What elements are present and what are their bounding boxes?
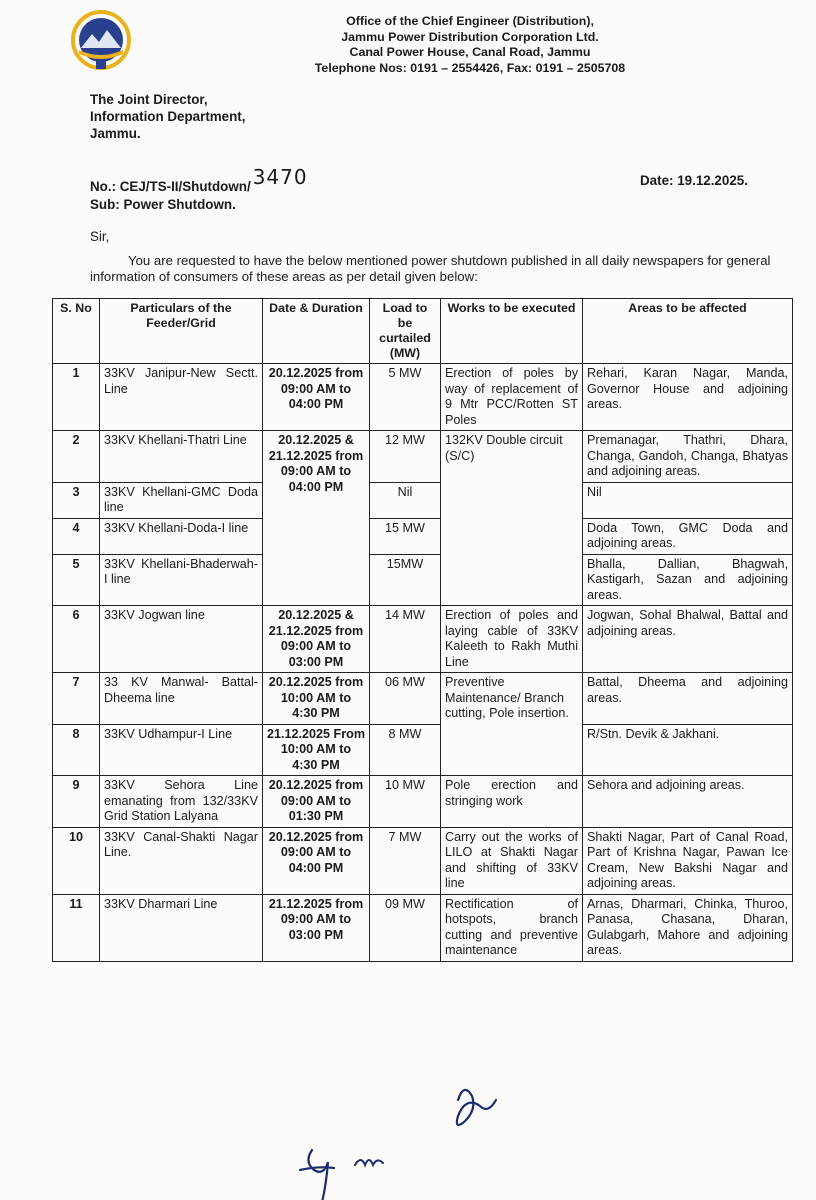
table-row	[53, 606, 793, 673]
table-row	[53, 431, 793, 483]
subject-line: Sub: Power Shutdown.	[90, 197, 236, 212]
table-row	[53, 894, 793, 961]
areas-cell: Shakti Nagar, Part of Canal Road, Part of Krishna Nagar, Pawan Ice Cream, New Bakshi Nagar and adjoining areas.	[583, 827, 793, 894]
areas-cell: Jogwan, Sohal Bhalwal, Battal and adjoining areas.	[583, 606, 793, 673]
sno-cell: 2	[53, 431, 100, 483]
load-cell: 7 MW	[370, 827, 441, 894]
office-line: Canal Power House, Canal Road, Jammu	[349, 45, 591, 59]
sno-cell: 3	[53, 482, 100, 518]
sno-cell: 10	[53, 827, 100, 894]
table-row	[53, 724, 793, 776]
load-cell: 5 MW	[370, 364, 441, 431]
signature-mark	[457, 1090, 496, 1125]
date-cell: 20.12.2025 & 21.12.2025 from 09:00 AM to 03:00 PM	[263, 606, 370, 673]
areas-cell: R/Stn. Devik & Jakhani.	[583, 724, 793, 776]
addressee-line: Jammu.	[90, 126, 141, 141]
feeder-cell: 33KV Khellani-Doda-I line	[100, 518, 263, 554]
shutdown-table	[52, 298, 793, 962]
body-paragraph: You are requested to have the below mentioned power shutdown published in all daily newspapers for general information of consumers of these areas as per detail given below:	[90, 253, 771, 284]
office-line: Telephone Nos: 0191 – 2554426, Fax: 0191 – 2505708	[314, 60, 626, 75]
feeder-cell: 33KV Dharmari Line	[100, 894, 263, 961]
areas-cell: Rehari, Karan Nagar, Manda, Governor House and adjoining areas.	[583, 364, 793, 431]
works-cell-merged: Preventive Maintenance/ Branch cutting, Pole insertion.	[441, 673, 583, 776]
office-line: Office of the Chief Engineer (Distribution),	[346, 14, 594, 28]
office-header	[300, 14, 640, 76]
works-cell-merged: 132KV Double circuit (S/C)	[441, 431, 583, 606]
works-cell: Pole erection and stringing work	[441, 776, 583, 828]
date-cell: 21.12.2025 from 09:00 AM to 03:00 PM	[263, 894, 370, 961]
areas-cell: Arnas, Dharmari, Chinka, Thuroo, Panasa, Chasana, Dharan, Gulabgarh, Mahore and adjoining areas.	[583, 894, 793, 961]
header-sno: S. No	[53, 299, 100, 364]
date-cell: 20.12.2025 from 09:00 AM to 04:00 PM	[263, 827, 370, 894]
sno-cell: 4	[53, 518, 100, 554]
table-row	[53, 554, 793, 606]
header-areas: Areas to be affected	[583, 299, 793, 364]
sno-cell: 9	[53, 776, 100, 828]
table-row	[53, 518, 793, 554]
header-load: Load to be curtailed (MW)	[370, 299, 441, 364]
table-row	[53, 364, 793, 431]
table-row	[53, 673, 793, 725]
feeder-cell: 33KV Canal-Shakti Nagar Line.	[100, 827, 263, 894]
load-cell: 06 MW	[370, 673, 441, 725]
table-row	[53, 827, 793, 894]
header-feeder: Particulars of the Feeder/Grid	[100, 299, 263, 364]
addressee-line: Information Department,	[90, 109, 246, 124]
areas-cell: Nil	[583, 482, 793, 518]
feeder-cell: 33KV Udhampur-I Line	[100, 724, 263, 776]
table-header-row	[53, 299, 793, 364]
load-cell: 14 MW	[370, 606, 441, 673]
header-date: Date & Duration	[263, 299, 370, 364]
areas-cell: Bhalla, Dallian, Bhagwah, Kastigarh, Sazan and adjoining areas.	[583, 554, 793, 606]
feeder-cell: 33KV Jogwan line	[100, 606, 263, 673]
feeder-cell: 33KV Khellani-Bhaderwah-I line	[100, 554, 263, 606]
date-cell-merged: 20.12.2025 & 21.12.2025 from 09:00 AM to 04:00 PM	[263, 431, 370, 606]
load-cell: 12 MW	[370, 431, 441, 483]
load-cell: Nil	[370, 482, 441, 518]
reference-handwritten-number: 3470	[252, 165, 308, 189]
sno-cell: 11	[53, 894, 100, 961]
sno-cell: 6	[53, 606, 100, 673]
table-row	[53, 776, 793, 828]
sno-cell: 1	[53, 364, 100, 431]
load-cell: 10 MW	[370, 776, 441, 828]
works-cell: Erection of poles and laying cable of 33KV Kaleeth to Rakh Muthi Line	[441, 606, 583, 673]
load-cell: 8 MW	[370, 724, 441, 776]
sno-cell: 8	[53, 724, 100, 776]
date-cell: 21.12.2025 From 10:00 AM to 4:30 PM	[263, 724, 370, 776]
corporation-logo	[66, 10, 136, 72]
addressee-block	[90, 91, 246, 142]
addressee-line: The Joint Director,	[90, 92, 208, 107]
reference-number	[90, 165, 308, 196]
feeder-cell: 33KV Khellani-Thatri Line	[100, 431, 263, 483]
office-line: Jammu Power Distribution Corporation Ltd.	[341, 29, 599, 44]
works-cell: Carry out the works of LILO at Shakti Nagar and shifting of 33KV line	[441, 827, 583, 894]
areas-cell: Doda Town, GMC Doda and adjoining areas.	[583, 518, 793, 554]
areas-cell: Premanagar, Thathri, Dhara, Changa, Gandoh, Changa, Bhatyas and adjoining areas.	[583, 431, 793, 483]
load-cell: 09 MW	[370, 894, 441, 961]
feeder-cell: 33KV Khellani-GMC Doda line	[100, 482, 263, 518]
date-cell: 20.12.2025 from 10:00 AM to 4:30 PM	[263, 673, 370, 725]
works-cell: Erection of poles by way of replacement of 9 Mtr PCC/Rotten ST Poles	[441, 364, 583, 431]
salutation: Sir,	[90, 229, 110, 244]
load-cell: 15 MW	[370, 518, 441, 554]
feeder-cell: 33KV Janipur-New Sectt. Line	[100, 364, 263, 431]
date-cell: 20.12.2025 from 09:00 AM to 04:00 PM	[263, 364, 370, 431]
signature-mark	[300, 1150, 334, 1200]
letter-date: Date: 19.12.2025.	[640, 173, 748, 188]
reference-prefix: No.: CEJ/TS-II/Shutdown/	[90, 179, 251, 194]
areas-cell: Battal, Dheema and adjoining areas.	[583, 673, 793, 725]
header-works: Works to be executed	[441, 299, 583, 364]
date-cell: 20.12.2025 from 09:00 AM to 01:30 PM	[263, 776, 370, 828]
areas-cell: Sehora and adjoining areas.	[583, 776, 793, 828]
signature-mark	[355, 1160, 383, 1165]
table-row	[53, 482, 793, 518]
sno-cell: 7	[53, 673, 100, 725]
load-cell: 15MW	[370, 554, 441, 606]
works-cell: Rectification of hotspots, branch cutting and preventive maintenance	[441, 894, 583, 961]
sno-cell: 5	[53, 554, 100, 606]
feeder-cell: 33 KV Manwal- Battal-Dheema line	[100, 673, 263, 725]
feeder-cell: 33KV Sehora Line emanating from 132/33KV Grid Station Lalyana	[100, 776, 263, 828]
